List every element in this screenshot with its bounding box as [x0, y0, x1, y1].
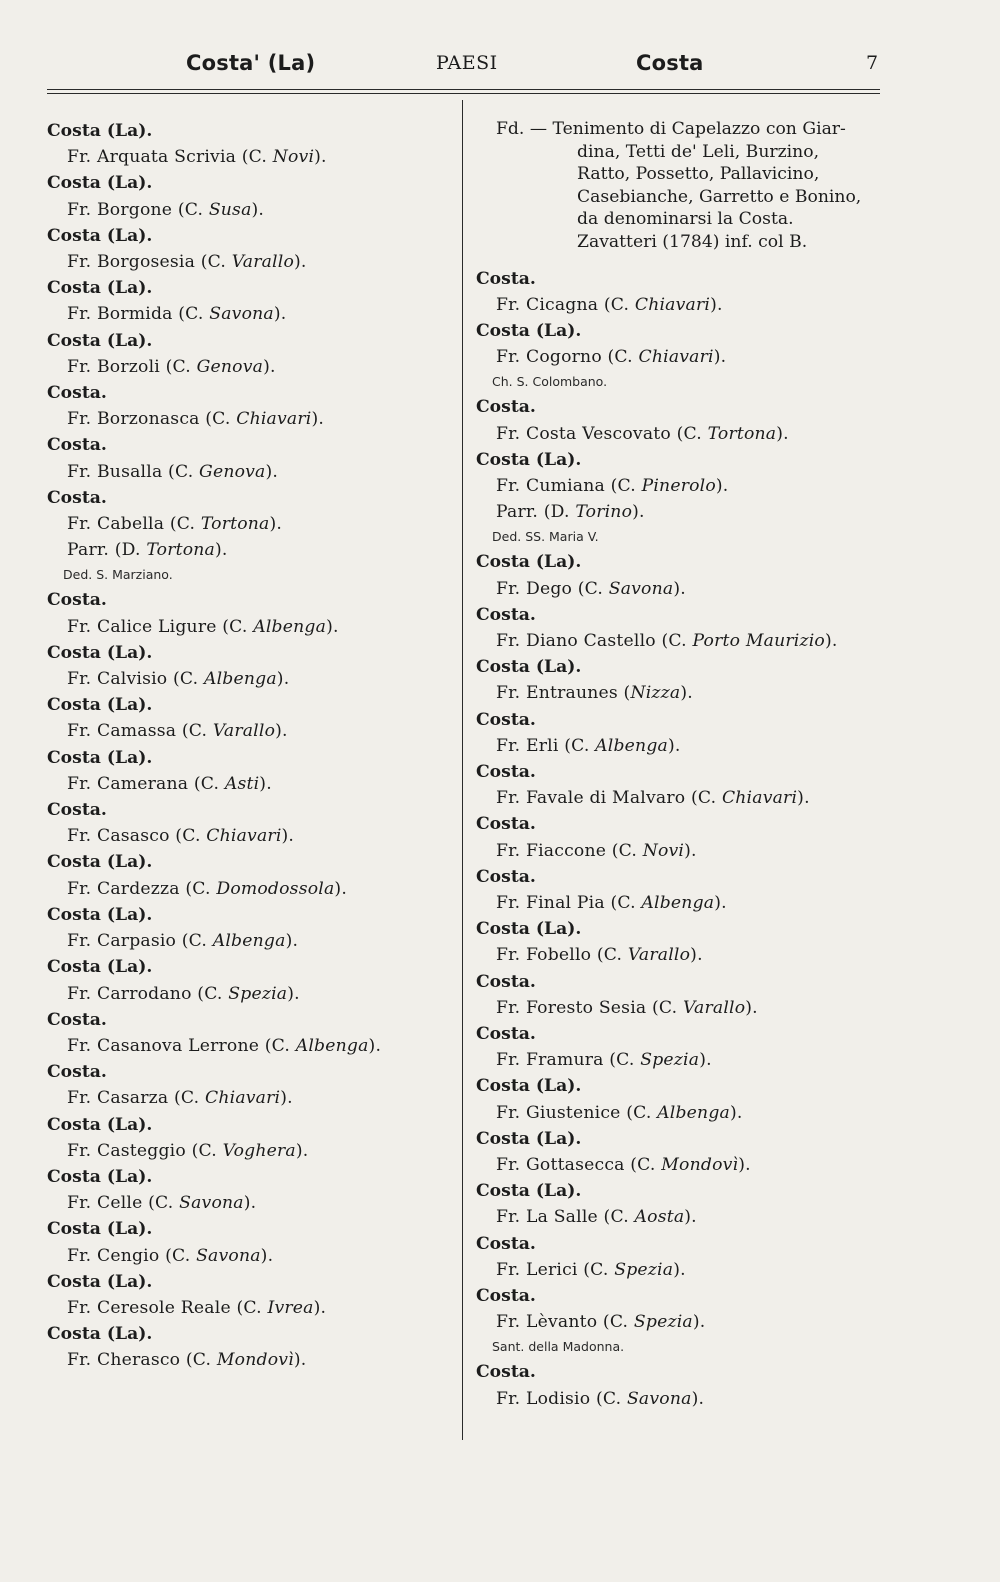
detail-text: Fr. Framura (C.	[496, 1050, 641, 1071]
entry-detail-line	[47, 1295, 452, 1321]
gazetteer-entry	[476, 916, 886, 968]
detail-text-end: ).	[311, 409, 325, 430]
gazetteer-entry	[47, 170, 452, 222]
fd-paragraph	[476, 118, 886, 254]
detail-text: Fr. Cumiana (C.	[496, 475, 642, 496]
detail-text-end: ).	[287, 983, 300, 1004]
entry-headword: Costa.	[476, 1286, 536, 1307]
entry-detail-line	[47, 928, 452, 954]
detail-text-end: ).	[713, 347, 727, 368]
gazetteer-entry	[476, 1359, 886, 1411]
entry-detail-line	[47, 249, 452, 275]
detail-text-end: ).	[314, 147, 327, 168]
detail-text: Fr. Celle (C.	[67, 1193, 180, 1214]
entry-headword: Costa.	[47, 590, 107, 611]
district-name: Tortona	[707, 423, 777, 444]
detail-text: Fr. Erli (C.	[496, 735, 596, 756]
district-name: Chiavari	[634, 294, 711, 315]
detail-text: Fr. Favale di Malvaro (C.	[496, 788, 722, 809]
entry-detail-line	[47, 614, 452, 640]
entry-headword: Costa (La).	[47, 330, 153, 351]
detail-text: Fr. Busalla (C.	[67, 461, 200, 482]
detail-text: Fr. Lèvanto (C.	[496, 1312, 634, 1333]
entry-headword: Costa (La).	[47, 852, 153, 873]
detail-text: Fr. Dego (C.	[496, 578, 609, 599]
district-name: Voghera	[222, 1140, 296, 1161]
entry-detail-line	[47, 1085, 452, 1111]
header-rule-thin	[47, 93, 880, 94]
entry-detail-line	[47, 1243, 452, 1269]
detail-text-end: ).	[632, 502, 645, 523]
entry-detail-line	[476, 995, 886, 1021]
district-name: Porto Maurizio	[692, 631, 825, 651]
district-name: Savona	[179, 1193, 244, 1214]
entry-headword: Costa (La).	[476, 1128, 582, 1149]
entry-headword: Costa (La).	[47, 1324, 153, 1345]
gazetteer-entry	[47, 1216, 452, 1268]
detail-text: Fr. Arquata Scrivia (C.	[67, 147, 273, 168]
detail-text-end: ).	[334, 878, 347, 899]
district-name: Chiavari	[206, 826, 282, 847]
gazetteer-entry	[476, 602, 886, 654]
detail-text-end: ).	[691, 1388, 705, 1409]
detail-text-end: ).	[729, 1102, 743, 1123]
gazetteer-entry	[476, 654, 886, 706]
entry-headword: Costa.	[476, 866, 536, 887]
detail-text-end: ).	[265, 461, 279, 482]
district-name: Varallo	[231, 252, 295, 273]
district-name: Savona	[608, 578, 674, 599]
entry-detail-line	[476, 344, 886, 370]
detail-text: Fr. Casteggio (C.	[67, 1140, 223, 1161]
entry-detail-line	[476, 890, 886, 916]
detail-text: Fr. Cogorno (C.	[496, 347, 639, 368]
district-name: Varallo	[212, 721, 276, 742]
gazetteer-entry	[476, 1073, 886, 1125]
entry-detail-line	[47, 876, 452, 902]
entry-headword: Costa (La).	[476, 657, 582, 678]
detail-text: Fr. Borgosesia (C.	[67, 252, 232, 273]
detail-text: Fr. Fiaccone (C.	[496, 840, 643, 861]
gazetteer-entry	[476, 864, 886, 916]
entry-headword: Costa (La).	[47, 121, 153, 141]
entry-detail-line	[476, 1257, 886, 1283]
detail-text-end: ).	[797, 788, 810, 809]
entry-detail-line	[47, 666, 452, 692]
detail-text-end: ).	[776, 423, 789, 444]
fd-line: Zavatteri (1784) inf. col B.	[577, 231, 808, 252]
entry-detail-line	[47, 406, 452, 432]
gazetteer-entry	[47, 1164, 452, 1216]
detail-text: Fr. Cengio (C.	[67, 1245, 197, 1266]
fd-line: dina, Tetti de' Leli, Burzino,	[577, 141, 820, 162]
entry-headword: Costa.	[47, 487, 107, 508]
district-name: Novi	[642, 840, 685, 861]
gazetteer-entry	[476, 447, 886, 550]
entry-headword: Costa (La).	[476, 320, 582, 341]
entry-headword: Costa.	[47, 383, 107, 404]
district-name: Novi	[272, 147, 315, 168]
entry-headword: Costa.	[476, 397, 536, 418]
detail-text-end: ).	[714, 893, 727, 914]
entry-headword: Costa.	[47, 435, 107, 456]
gazetteer-entry	[476, 1021, 886, 1073]
gazetteer-entry	[47, 1269, 452, 1321]
gazetteer-entry	[476, 266, 886, 318]
detail-text: Fr. Cabella (C.	[67, 514, 201, 535]
entry-headword: Costa (La).	[476, 552, 582, 573]
entry-headword: Costa.	[476, 971, 536, 992]
district-name: Savona	[209, 304, 274, 325]
detail-text-end: ).	[680, 683, 693, 704]
gazetteer-entry	[47, 954, 452, 1006]
entry-headword: Costa.	[476, 604, 536, 625]
entry-headword: Costa (La).	[47, 1114, 153, 1135]
entry-headword: Costa.	[476, 1024, 536, 1045]
fd-line: Fd. — Tenimento di Capelazzo con Giar-	[496, 119, 846, 139]
entry-detail-line	[476, 680, 886, 706]
entry-detail-line	[476, 499, 886, 525]
detail-text-end: ).	[259, 773, 272, 794]
detail-text-end: ).	[275, 721, 288, 742]
detail-text: Fr. Lodisio (C.	[496, 1388, 627, 1409]
left-column	[47, 118, 452, 1374]
detail-text-end: ).	[699, 1050, 712, 1071]
entry-headword: Costa.	[476, 1233, 536, 1254]
district-name: Chiavari	[721, 788, 798, 809]
gazetteer-entry	[47, 275, 452, 327]
detail-text: Fr. Cardezza (C.	[67, 878, 217, 899]
entry-detail-line	[47, 144, 452, 170]
detail-text-end: ).	[280, 1088, 293, 1109]
district-name: Ivrea	[267, 1297, 314, 1318]
detail-text-end: ).	[684, 840, 697, 861]
district-name: Varallo	[682, 997, 746, 1018]
running-head-center: PAESI	[436, 52, 498, 74]
detail-text-end: ).	[313, 1297, 327, 1318]
detail-text: Parr. (D.	[496, 502, 576, 523]
district-name: Tortona	[146, 540, 215, 561]
district-name: Albenga	[212, 931, 286, 952]
entry-detail-line	[476, 421, 886, 447]
detail-text: Fr. Carrodano (C.	[67, 983, 229, 1004]
entry-detail-line	[47, 1033, 452, 1059]
gazetteer-entry	[476, 1231, 886, 1283]
detail-text-end: ).	[276, 669, 290, 690]
entry-detail-line	[476, 1386, 886, 1412]
gazetteer-entry	[476, 549, 886, 601]
gazetteer-entry	[476, 969, 886, 1021]
detail-text-end: ).	[269, 514, 283, 535]
entry-detail-line	[476, 292, 886, 318]
entry-detail-line	[476, 473, 886, 499]
district-name: Chiavari	[236, 409, 312, 430]
gazetteer-entry	[476, 318, 886, 394]
district-name: Albenga	[595, 735, 668, 756]
gazetteer-entry	[47, 640, 452, 692]
gazetteer-entry	[476, 759, 886, 811]
district-name: Genova	[196, 356, 264, 377]
detail-text: Fr. Entraunes (	[496, 683, 631, 704]
entry-headword: Costa.	[476, 762, 536, 783]
entry-headword: Costa.	[47, 800, 107, 821]
entry-detail-line	[47, 301, 452, 327]
district-name: Aosta	[634, 1207, 685, 1228]
detail-text-end: ).	[745, 997, 758, 1018]
gazetteer-entry	[476, 1178, 886, 1230]
gazetteer-entry	[47, 1059, 452, 1111]
detail-text-end: ).	[251, 199, 265, 220]
district-name: Nizza	[630, 683, 681, 704]
entry-headword: Costa.	[47, 1062, 107, 1083]
entry-headword: Costa (La).	[47, 225, 153, 246]
detail-text-end: ).	[273, 304, 287, 325]
entry-headword: Costa (La).	[47, 278, 153, 299]
detail-text: Fr. Costa Vescovato (C.	[496, 423, 708, 444]
entry-detail-line	[47, 1138, 452, 1164]
district-name: Susa	[208, 199, 252, 220]
detail-text-end: ).	[263, 356, 276, 377]
entry-headword: Costa (La).	[476, 919, 582, 940]
detail-text: Fr. Giustenice (C.	[496, 1102, 658, 1123]
entry-headword: Costa (La).	[476, 1076, 582, 1097]
detail-text: Fr. Casasco (C.	[67, 826, 207, 847]
detail-text: Fr. Camerana (C.	[67, 773, 225, 794]
detail-text-end: ).	[673, 1259, 686, 1280]
entry-detail-line	[47, 981, 452, 1007]
detail-text-end: ).	[692, 1312, 706, 1333]
entry-detail-line	[47, 197, 452, 223]
running-head-right: Costa	[636, 51, 704, 75]
entry-detail-line	[47, 354, 452, 380]
entry-detail-line	[47, 823, 452, 849]
entry-detail-line	[47, 718, 452, 744]
detail-text-end: ).	[684, 1207, 697, 1228]
entry-detail-line	[476, 576, 886, 602]
detail-text: Fr. Calice Ligure (C.	[67, 616, 254, 637]
entry-headword: Costa (La).	[476, 1181, 582, 1202]
district-name: Savona	[626, 1388, 692, 1409]
district-name: Varallo	[627, 945, 691, 966]
entry-detail-line	[476, 733, 886, 759]
district-name: Asti	[224, 773, 260, 794]
entry-detail-line	[47, 1347, 452, 1373]
district-name: Tortona	[200, 514, 270, 535]
entry-detail-line	[47, 459, 452, 485]
entry-headword: Costa (La).	[47, 747, 153, 768]
detail-text-end: ).	[326, 616, 339, 637]
entry-detail-line	[476, 942, 886, 968]
detail-text: Fr. Calvisio (C.	[67, 669, 204, 690]
gazetteer-entry	[476, 707, 886, 759]
entry-detail-line	[47, 511, 452, 537]
detail-text-end: ).	[285, 931, 299, 952]
entry-headword: Costa (La).	[47, 1166, 153, 1187]
detail-text: Fr. Gottasecca (C.	[496, 1155, 662, 1176]
district-name: Albenga	[641, 893, 715, 914]
detail-text: Fr. Carpasio (C.	[67, 931, 213, 952]
detail-text-end: ).	[673, 578, 686, 599]
detail-text: Fr. Borzonasca (C.	[67, 409, 237, 430]
right-column	[476, 118, 886, 1412]
entry-headword: Costa.	[476, 709, 536, 730]
entry-detail-line	[476, 1309, 886, 1335]
entry-detail-line	[476, 628, 886, 654]
district-name: Pinerolo	[641, 475, 716, 496]
district-name: Mondovì	[661, 1155, 739, 1176]
detail-text-end: ).	[243, 1193, 257, 1214]
gazetteer-entry	[47, 432, 452, 484]
entry-headword: Costa.	[476, 268, 536, 289]
entry-headword: Costa (La).	[47, 1271, 153, 1292]
gazetteer-entry	[47, 849, 452, 901]
entry-detail-line	[476, 1152, 886, 1178]
district-name: Spezia	[640, 1050, 700, 1071]
running-head-left: Costa' (La)	[186, 51, 316, 75]
detail-text: Fr. Fobello (C.	[496, 945, 628, 966]
district-name: Spezia	[228, 983, 288, 1004]
gazetteer-entry	[47, 587, 452, 639]
entry-detail-line	[476, 1204, 886, 1230]
entry-headword: Costa (La).	[47, 173, 153, 194]
detail-text-end: ).	[667, 735, 681, 756]
detail-text: Fr. La Salle (C.	[496, 1207, 635, 1228]
entry-note: Ch. S. Colombano.	[492, 374, 608, 390]
detail-text: Parr. (D.	[67, 540, 147, 561]
gazetteer-entry	[47, 1321, 452, 1373]
district-name: Domodossola	[216, 878, 335, 899]
entry-headword: Costa.	[476, 1362, 536, 1383]
detail-text: Fr. Ceresole Reale (C.	[67, 1297, 268, 1318]
gazetteer-entry	[47, 118, 452, 170]
district-name: Spezia	[633, 1312, 693, 1333]
gazetteer-entry	[47, 1112, 452, 1164]
detail-text-end: ).	[690, 945, 703, 966]
detail-text-end: ).	[293, 1350, 307, 1371]
entry-headword: Costa (La).	[47, 904, 153, 925]
detail-text: Fr. Borzoli (C.	[67, 356, 197, 377]
entry-headword: Costa (La).	[476, 449, 582, 470]
entry-headword: Costa (La).	[47, 1219, 153, 1240]
detail-text: Fr. Camassa (C.	[67, 721, 213, 742]
gazetteer-entry	[47, 485, 452, 588]
detail-text: Fr. Cicagna (C.	[496, 294, 635, 315]
detail-text-end: ).	[281, 826, 295, 847]
detail-text: Fr. Foresto Sesia (C.	[496, 997, 683, 1018]
detail-text-end: ).	[368, 1035, 382, 1056]
detail-text: Fr. Lerici (C.	[496, 1259, 615, 1280]
detail-text: Fr. Final Pia (C.	[496, 893, 642, 914]
entry-headword: Costa (La).	[47, 642, 153, 663]
district-name: Genova	[199, 461, 266, 482]
entry-note: Ded. S. Marziano.	[63, 567, 173, 583]
detail-text: Fr. Casarza (C.	[67, 1088, 205, 1109]
gazetteer-entry	[47, 223, 452, 275]
entry-detail-line	[476, 785, 886, 811]
detail-text: Fr. Borgone (C.	[67, 199, 209, 220]
entry-detail-line	[476, 838, 886, 864]
detail-text-end: ).	[295, 1140, 309, 1161]
detail-text-end: ).	[260, 1245, 274, 1266]
detail-text: Fr. Casanova Lerrone (C.	[67, 1035, 296, 1056]
right-column-entries	[476, 266, 886, 1412]
entry-headword: Costa.	[47, 1009, 107, 1030]
gazetteer-entry	[476, 1126, 886, 1178]
entry-headword: Costa.	[476, 814, 536, 835]
fd-line: Casebianche, Garretto e Bonino,	[577, 186, 862, 207]
detail-text-end: ).	[214, 540, 228, 561]
entry-note: Ded. SS. Maria V.	[492, 529, 599, 545]
district-name: Albenga	[253, 616, 327, 637]
entry-detail-line	[47, 537, 452, 563]
detail-text-end: ).	[824, 631, 838, 651]
gazetteer-entry	[476, 811, 886, 863]
detail-text-end: ).	[738, 1155, 751, 1176]
gazetteer-entry	[476, 1283, 886, 1359]
district-name: Torino	[575, 502, 633, 523]
page-number: 7	[866, 52, 879, 74]
gazetteer-entry	[47, 745, 452, 797]
district-name: Chiavari	[205, 1088, 281, 1109]
entry-headword: Costa (La).	[47, 695, 153, 716]
gazetteer-entry	[47, 380, 452, 432]
detail-text: Fr. Diano Castello (C.	[496, 631, 693, 651]
gazetteer-entry	[47, 692, 452, 744]
detail-text: Fr. Cherasco (C.	[67, 1350, 217, 1371]
detail-text-end: ).	[715, 475, 729, 496]
district-name: Chiavari	[638, 347, 714, 368]
district-name: Spezia	[614, 1259, 674, 1280]
gazetteer-entry	[47, 902, 452, 954]
district-name: Albenga	[657, 1102, 730, 1123]
district-name: Albenga	[203, 669, 277, 690]
detail-text-end: ).	[710, 294, 723, 315]
district-name: Savona	[196, 1245, 261, 1266]
district-name: Albenga	[295, 1035, 369, 1056]
entry-detail-line	[47, 1190, 452, 1216]
gazetteer-entry	[47, 328, 452, 380]
entry-detail-line	[476, 1100, 886, 1126]
entry-detail-line	[476, 1047, 886, 1073]
gazetteer-entry	[47, 797, 452, 849]
detail-text-end: ).	[294, 252, 307, 273]
entry-detail-line	[47, 771, 452, 797]
entry-headword: Costa (La).	[47, 957, 153, 978]
entry-note: Sant. della Madonna.	[492, 1339, 625, 1355]
fd-line: Ratto, Possetto, Pallavicino,	[577, 164, 820, 185]
gazetteer-entry	[476, 394, 886, 446]
column-divider	[462, 100, 463, 1440]
detail-text: Fr. Bormida (C.	[67, 304, 210, 325]
fd-line: da denominarsi la Costa.	[577, 209, 794, 230]
header-rule	[47, 89, 880, 90]
district-name: Mondovì	[216, 1350, 294, 1371]
gazetteer-entry	[47, 1007, 452, 1059]
